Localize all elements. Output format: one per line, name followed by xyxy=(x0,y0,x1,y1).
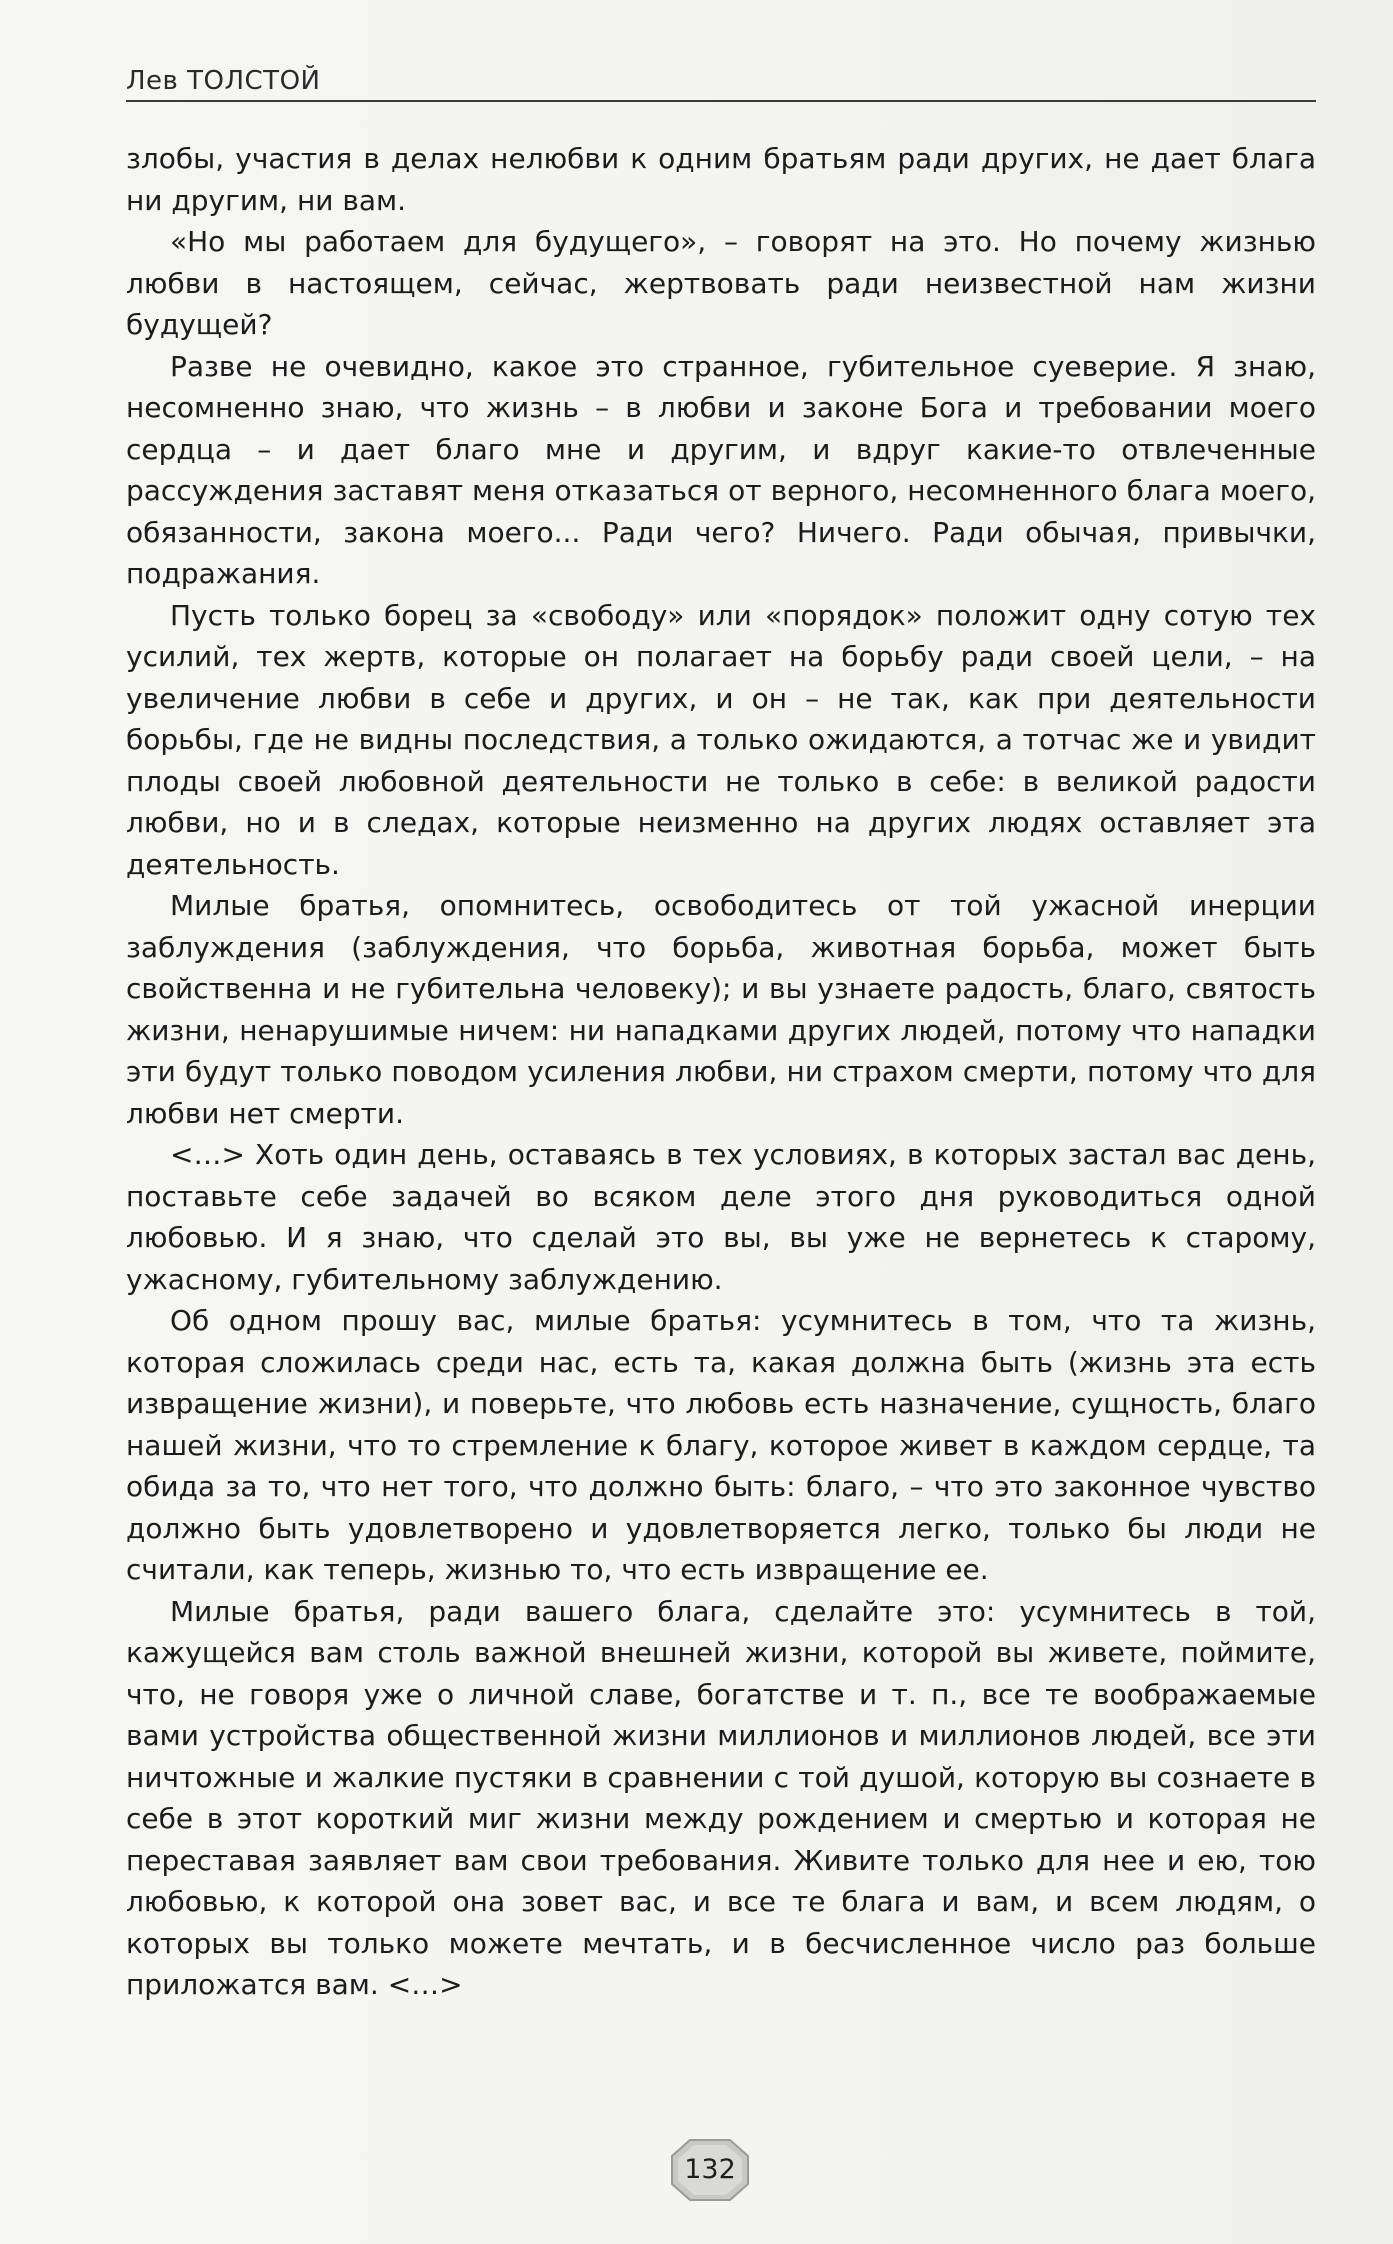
header-rule xyxy=(126,100,1316,102)
body-text xyxy=(126,138,1316,2006)
page-number: 132 xyxy=(684,2154,736,2185)
paragraph: <…> Хоть один день, оставаясь в тех условиях, в которых застал вас день, поставьте себе задачей во всяком деле этого дня руководиться одной любовью. И я знаю, что сделай это вы, вы уже не вернетесь к старому, ужасному, губительному заблуждению. xyxy=(126,1138,1316,1296)
paragraph: Милые братья, ради вашего блага, сделайте это: усумнитесь в той, кажущейся вам столь важной внешней жизни, которой вы живете, поймите, что, не говоря уже о личной славе, богатстве и т. п., все те воображаемые вами устройства общественной жизни миллионов и миллионов людей, все эти ничтожные и жалкие пустяки в сравнении с той душой, которую вы сознаете в себе в этот короткий миг жизни между рождением и смертью и которая не переставая заявляет вам свои требования. Живите только для нее и ею, тою любовью, к которой она зовет вас, и все те блага и вам, и всем людям, о которых вы только можете мечтать, и в бесчисленное число раз больше приложатся вам. <…> xyxy=(126,1594,1316,2001)
paragraph: Разве не очевидно, какое это странное, губительное суеверие. Я знаю, несомненно знаю, что жизнь – в любви и законе Бога и требовании моего сердца – и дает благо мне и другим, и вдруг какие-то отвлеченные рассуждения заставят меня отказаться от верного, несомненного блага моего, обязанности, закона моего... Ради чего? Ничего. Ради обычая, привычки, подражания. xyxy=(126,349,1316,590)
paragraph: Милые братья, опомнитесь, освободитесь от той ужасной инерции заблуждения (заблуждения, что борьба, животная борьба, может быть свойственна и не губительна человеку); и вы узнаете радость, благо, святость жизни, ненарушимые ничем: ни нападками других людей, потому что нападки эти будут только поводом усиления любви, ни страхом смерти, потому что для любви нет смерти. xyxy=(126,889,1316,1130)
running-title: Лев ТОЛСТОЙ xyxy=(126,66,321,96)
paragraph: Пусть только борец за «свободу» или «порядок» положит одну сотую тех усилий, тех жертв, которые он полагает на борьбу ради своей цели, – на увеличение любви в себе и других, и он – не так, как при деятельности борьбы, где не видны последствия, а только ожидаются, а тотчас же и увидит плоды своей любовной деятельности не только в себе: в великой радости любви, но и в следах, которые неизменно на других людях оставляет эта деятельность. xyxy=(126,598,1316,881)
running-header xyxy=(126,62,1316,104)
paragraph: «Но мы работаем для будущего», – говорят на это. Но почему жизнью любви в настоящем, сейчас, жертвовать ради неизвестной нам жизни будущей? xyxy=(126,225,1316,341)
paragraph: злобы, участия в делах нелюбви к одним братьям ради других, не дает блага ни другим, ни вам. xyxy=(126,142,1316,217)
page-number-badge xyxy=(670,2138,750,2202)
paragraph: Об одном прошу вас, милые братья: усумнитесь в том, что та жизнь, которая сложилась среди нас, есть та, какая должна быть (жизнь эта есть извращение жизни), и поверьте, что любовь есть назначение, сущность, благо нашей жизни, что то стремление к благу, которое живет в каждом сердце, та обида за то, что нет того, что должно быть: благо, – что это законное чувство должно быть удовлетворено и удовлетворяется легко, только бы люди не считали, как теперь, жизнью то, что есть извращение ее. xyxy=(126,1304,1316,1586)
